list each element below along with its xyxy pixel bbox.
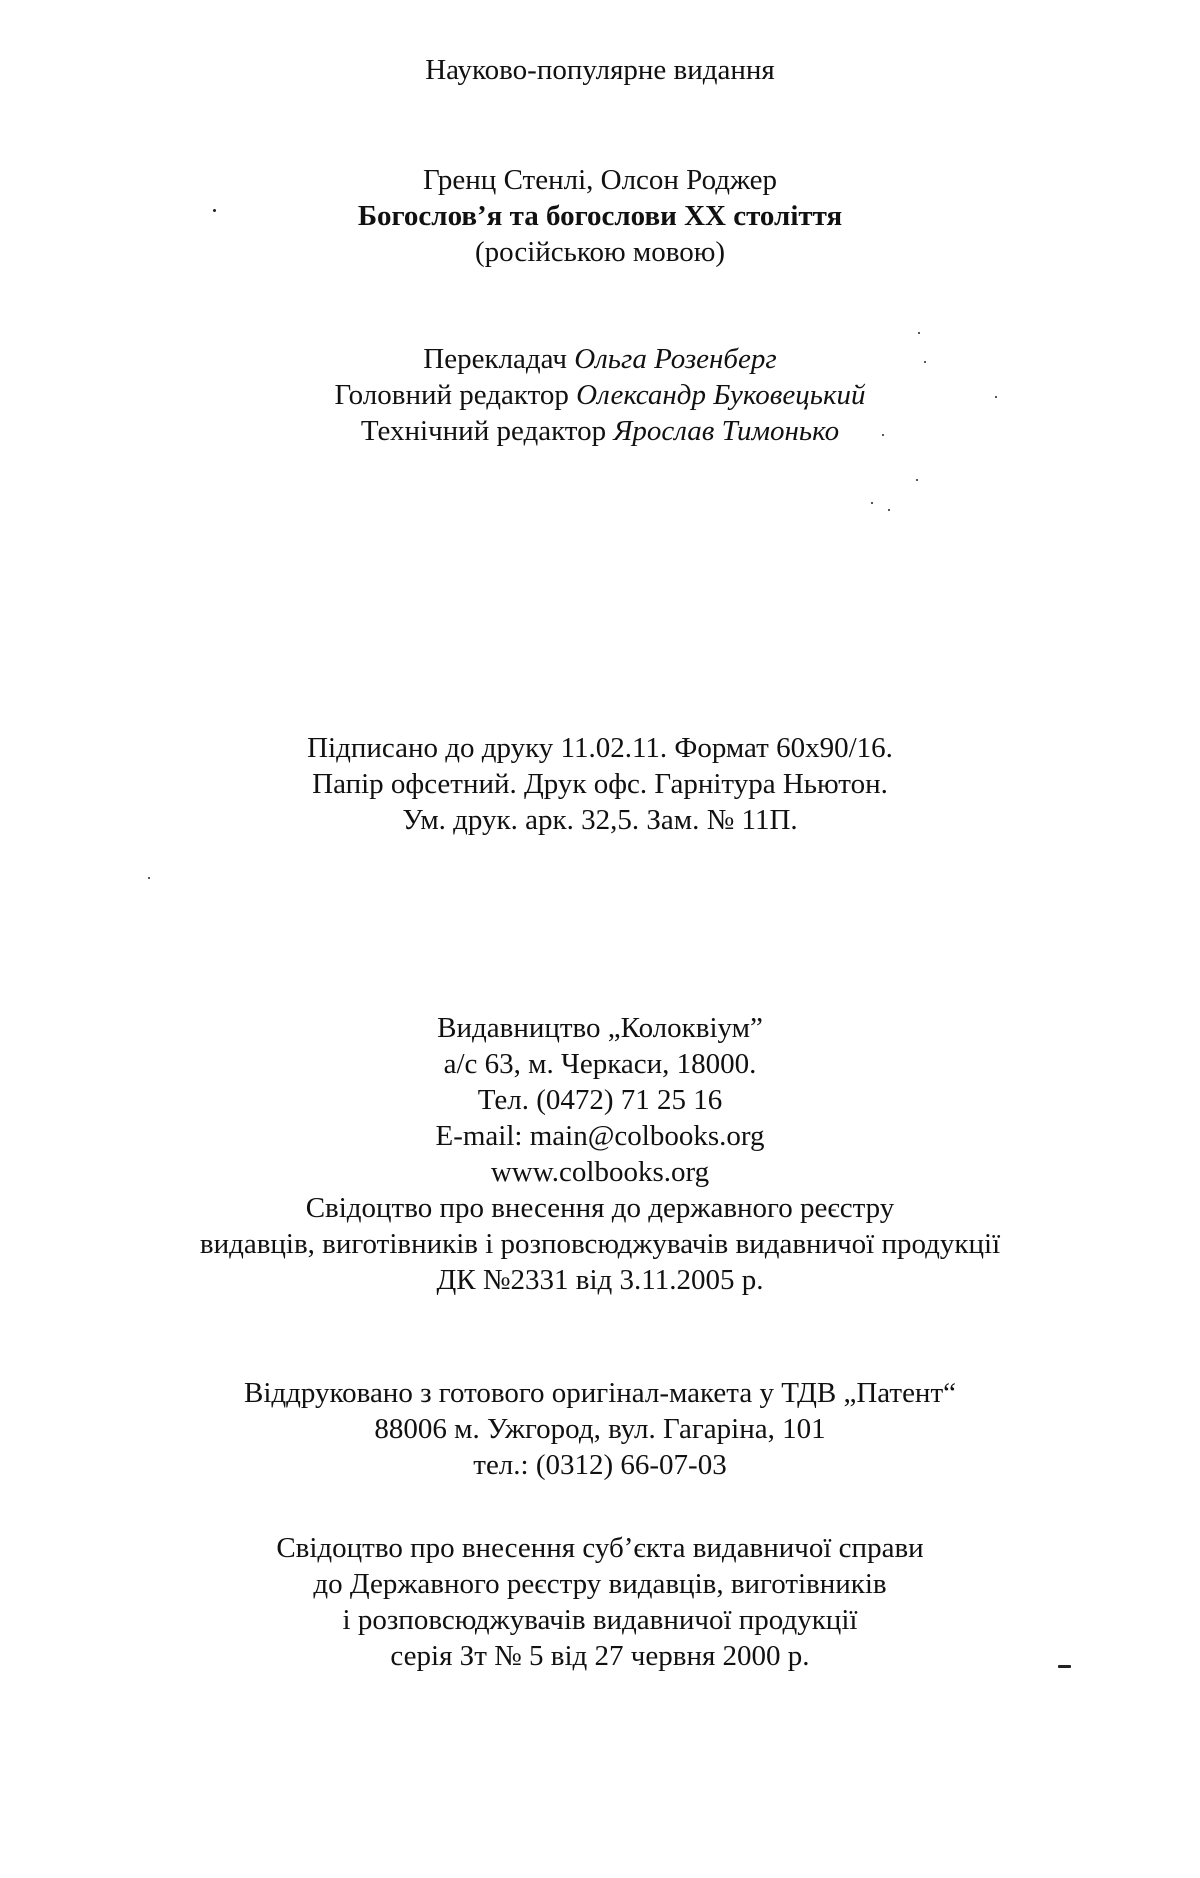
print-spec-line: Папір офсетний. Друк офс. Гарнітура Ньютон. xyxy=(312,768,888,800)
publisher-line: а/с 63, м. Черкаси, 18000. xyxy=(443,1048,757,1080)
scan-speck xyxy=(148,877,150,879)
credit-role: Перекладач xyxy=(423,343,567,375)
scan-speck xyxy=(888,509,890,511)
publisher-line: видавців, виготівників і розповсюджувачів видавничої продукції xyxy=(199,1228,1001,1260)
scan-speck xyxy=(924,361,926,363)
publisher-line: www.colbooks.org xyxy=(490,1156,710,1188)
credit-name: Ольга Розенберг xyxy=(574,343,777,375)
publisher-line: Свідоцтво про внесення до державного реєстру xyxy=(305,1192,895,1224)
credit-role: Головний редактор xyxy=(334,379,569,411)
credit-name: Олександр Буковецький xyxy=(576,379,866,411)
authors: Гренц Стенлі, Олсон Роджер xyxy=(422,164,778,196)
scan-speck xyxy=(871,502,873,504)
scan-speck xyxy=(918,332,920,334)
scan-speck xyxy=(882,434,884,436)
printer-line: Віддруковано з готового оригінал-макета у ТДВ „Патент“ xyxy=(243,1377,956,1409)
edition-type: Науково-популярне видання xyxy=(425,54,775,86)
language-note: (російською мовою) xyxy=(474,236,726,268)
scan-speck xyxy=(916,479,918,481)
scan-speck xyxy=(1058,1665,1071,1668)
publisher-line: Тел. (0472) 71 25 16 xyxy=(477,1084,723,1116)
printer-certificate-line: Свідоцтво про внесення суб’єкта видавничої справи xyxy=(276,1532,924,1564)
book-title: Богослов’я та богослови XX століття xyxy=(357,200,843,232)
scan-speck xyxy=(213,209,216,212)
printer-certificate-line: серія Зт № 5 від 27 червня 2000 р. xyxy=(390,1640,810,1672)
credit-translator xyxy=(0,341,1200,377)
credit-role: Технічний редактор xyxy=(360,415,607,447)
publisher-line: E-mail: main@colbooks.org xyxy=(435,1120,765,1152)
printer-line: 88006 м. Ужгород, вул. Гагаріна, 101 xyxy=(374,1413,826,1445)
credit-chief-editor xyxy=(0,377,1200,413)
credit-name: Ярослав Тимонько xyxy=(613,415,840,447)
printer-certificate-line: і розповсюджувачів видавничої продукції xyxy=(342,1604,858,1636)
printer-line: тел.: (0312) 66-07-03 xyxy=(473,1449,727,1481)
publisher-line: ДК №2331 від 3.11.2005 р. xyxy=(436,1264,764,1296)
print-spec-line: Підписано до друку 11.02.11. Формат 60х90/16. xyxy=(307,732,893,764)
printer-certificate-line: до Державного реєстру видавців, виготівників xyxy=(313,1568,887,1600)
publisher-line: Видавництво „Колоквіум” xyxy=(437,1012,763,1044)
credit-tech-editor xyxy=(0,413,1200,449)
scan-speck xyxy=(995,396,997,398)
print-spec-line: Ум. друк. арк. 32,5. Зам. № 11П. xyxy=(402,804,798,836)
